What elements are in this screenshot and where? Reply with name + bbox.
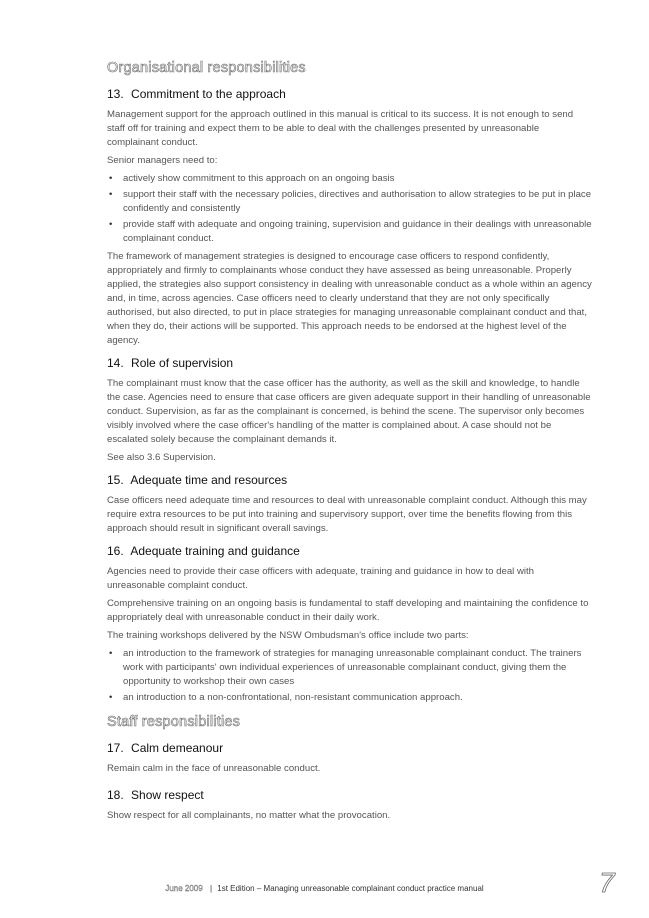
s13-paragraph-2: Senior managers need to: bbox=[107, 155, 218, 166]
s16-paragraph-1: Agencies need to provide their case officers with adequate, training and guidance in how to deal with unreasonable complaint conduct. bbox=[107, 566, 535, 591]
heading-14 bbox=[107, 355, 592, 371]
s17-paragraph-1: Remain calm in the face of unreasonable conduct. bbox=[107, 763, 321, 774]
heading-13 bbox=[107, 86, 592, 102]
s16-bullet-1: • an introduction to the framework of strategies for managing unreasonable complainant conduct. The trainers work with participants' own individual experiences of unreasonable complainant conduct, giving them the opportunity to workshop their own cases bbox=[107, 647, 592, 689]
heading-17-number: 17. bbox=[107, 741, 124, 755]
s13-paragraph-1: Management support for the approach outlined in this manual is critical to its success. It is not enough to send staff off for training and expect them to be able to deal with the challenges presented by unreasonable complainant conduct. bbox=[107, 109, 574, 148]
heading-13-number: 13. bbox=[107, 87, 124, 101]
heading-16 bbox=[107, 543, 592, 559]
heading-14-number: 14. bbox=[107, 356, 124, 370]
heading-13-title: Commitment to the approach bbox=[131, 87, 286, 101]
section-heading-organisational: Organisational responsibilities bbox=[107, 60, 306, 76]
s18-paragraph-1: Show respect for all complainants, no matter what the provocation. bbox=[107, 810, 391, 821]
heading-14-title: Role of supervision bbox=[131, 356, 234, 370]
heading-18 bbox=[107, 787, 592, 803]
heading-18-title: Show respect bbox=[131, 788, 204, 802]
heading-16-number: 16. bbox=[107, 544, 124, 558]
page-footer bbox=[0, 884, 649, 893]
s13-bullet-2: • support their staff with the necessary policies, directives and authorisation to allow strategies to be put in place confidently and consistently bbox=[107, 188, 592, 216]
page-content bbox=[107, 58, 592, 827]
heading-16-title: Adequate training and guidance bbox=[130, 544, 300, 558]
s15-paragraph-1: Case officers need adequate time and resources to deal with unreasonable complaint conduct. Although this may require extra resources to be put into training and supervisory support, over time the benefits flowing from this approach should result in significant overall savings. bbox=[107, 495, 587, 534]
heading-15-title: Adequate time and resources bbox=[130, 473, 288, 487]
footer-manual-title: Managing unreasonable complainant conduct practice manual bbox=[263, 884, 484, 893]
footer-dash: – bbox=[256, 884, 262, 893]
s16-bullet-2: • an introduction to a non-confrontational, non-resistant communication approach. bbox=[107, 691, 592, 705]
s16-paragraph-3: The training workshops delivered by the NSW Ombudsman's office include two parts: bbox=[107, 630, 469, 641]
s16-paragraph-2: Comprehensive training on an ongoing basis is fundamental to staff developing and maintaining the confidence to appropriately deal with unreasonable conduct in their daily work. bbox=[107, 598, 589, 623]
footer-edition: 1st Edition bbox=[217, 884, 255, 893]
s13-bullet-3: • provide staff with adequate and ongoing training, supervision and guidance in their dealings with unreasonable complainant conduct. bbox=[107, 218, 592, 246]
section-heading-staff: Staff responsibilities bbox=[107, 714, 241, 730]
heading-15-number: 15. bbox=[107, 473, 124, 487]
s13-bullet-list bbox=[107, 172, 592, 246]
s14-paragraph-2: See also 3.6 Supervision. bbox=[107, 452, 216, 463]
s16-bullet-list bbox=[107, 647, 592, 705]
footer-date: June 2009 bbox=[165, 884, 203, 893]
s13-bullet-1: • actively show commitment to this approach on an ongoing basis bbox=[107, 172, 592, 186]
heading-17 bbox=[107, 740, 592, 756]
s13-paragraph-3: The framework of management strategies is designed to encourage case officers to respond confidently, appropriately and firmly to complainants whose conduct they have assessed as being unreasonable. Properly applied, the strategies also support consistency in dealing with unreasonable conduct as a whole within an agency and, in time, across agencies. Case officers need to clearly understand that they are not only specifically authorised, but also directed, to put in place strategies for managing unreasonable complainant conduct and that, when they do, their actions will be supported. This approach needs to be endorsed at the highest level of the agency. bbox=[107, 251, 592, 346]
heading-17-title: Calm demeanour bbox=[131, 741, 224, 755]
s14-paragraph-1: The complainant must know that the case officer has the authority, as well as the skill and knowledge, to handle the case. Agencies need to ensure that case officers are given adequate support in their handling of unreasonable conduct. Supervision, as far as the complainant is concerned, is behind the scene. The supervisor only becomes visibly involved where the case officer's handling of the matter is complained about. A case should not be escalated solely because the complainant demands it. bbox=[107, 378, 591, 445]
heading-18-number: 18. bbox=[107, 788, 124, 802]
page-number: 7 bbox=[599, 867, 615, 898]
heading-15 bbox=[107, 472, 592, 488]
footer-separator: | bbox=[209, 884, 213, 893]
